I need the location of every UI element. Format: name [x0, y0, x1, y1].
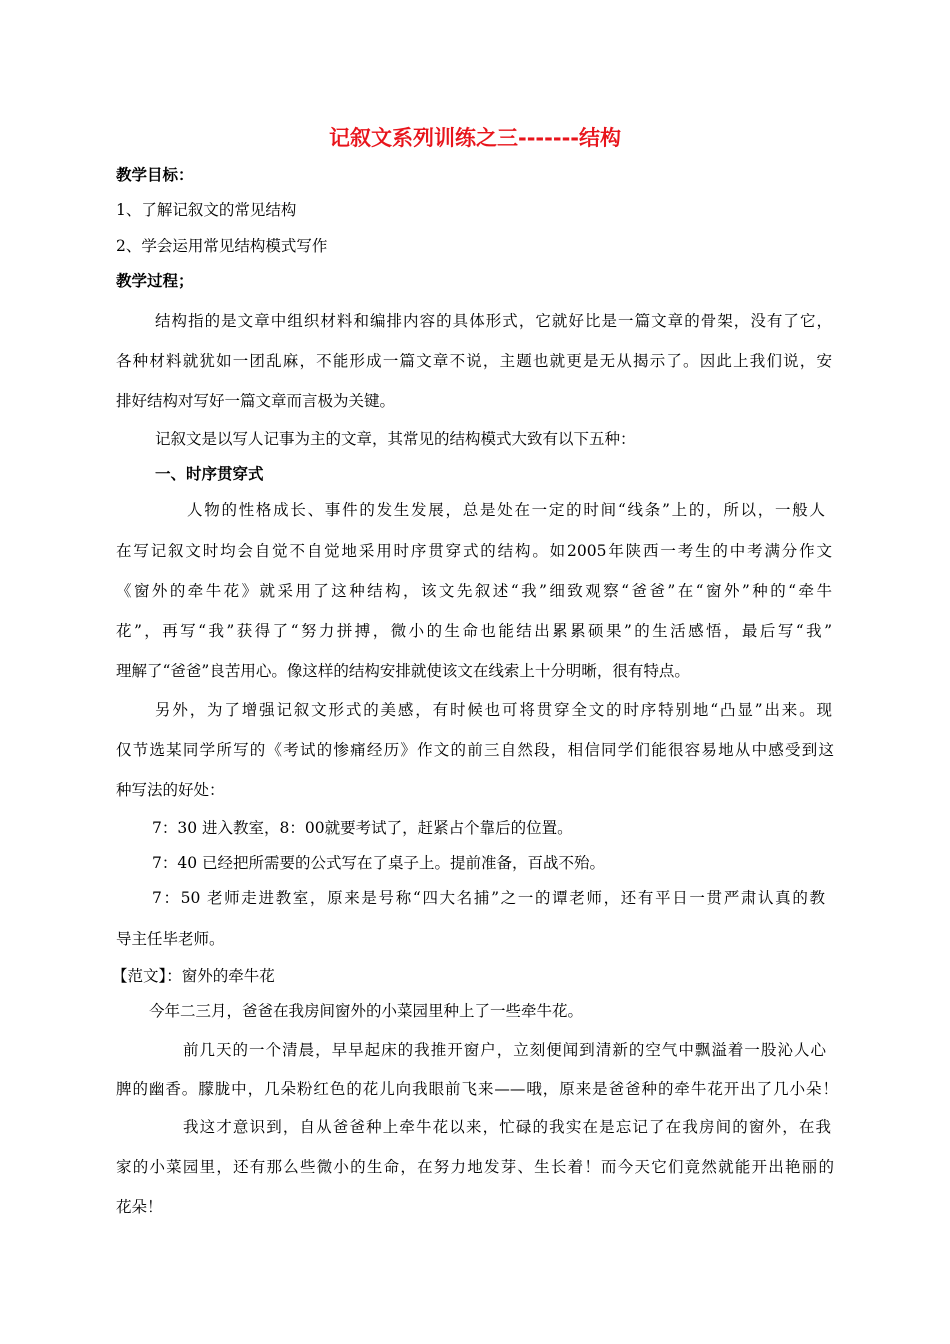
time-line: 7：30 进入教室，8：00就要考试了，赶紧占个靠后的位置。 — [152, 819, 573, 837]
sample-line: 花朵！ — [116, 1198, 163, 1216]
document-title: 记叙文系列训练之三-------结构 — [328, 126, 621, 150]
objective-item: 2、学会运用常见结构模式写作 — [116, 237, 328, 255]
section-line: 花”，再写“我”获得了“努力拼搏，微小的生命也能结出累累硕果”的生活感悟，最后写“我” — [116, 622, 832, 640]
process-heading: 教学过程； — [116, 272, 194, 290]
intro-line: 排好结构对写好一篇文章而言极为关键。 — [116, 392, 396, 410]
intro-line: 各种材料就犹如一团乱麻，不能形成一篇文章不说，主题也就更是无从揭示了。因此上我们说，安 — [116, 352, 832, 370]
sample-line: 前几天的一个清晨，早早起床的我推开窗户，立刻便闻到清新的空气中飘溢着一股沁人心 — [183, 1041, 826, 1059]
time-line: 7：40 已经把所需要的公式写在了桌子上。提前准备，百战不殆。 — [152, 854, 606, 872]
time-line: 7：50 老师走进教室，原来是号称“四大名捕”之一的谭老师，还有平日一贯严肃认真的教 — [152, 889, 825, 907]
section-line: 《窗外的牵牛花》就采用了这种结构，该文先叙述“我”细致观察“爸爸”在“窗外”种的“牵牛 — [116, 582, 832, 600]
sample-heading: 【范文】：窗外的牵牛花 — [112, 967, 275, 985]
section-line: 在写记叙文时均会自觉不自觉地采用时序贯穿式的结构。如2005年陕西一考生的中考满分作文 — [116, 542, 832, 560]
section-line: 理解了“爸爸”良苦用心。像这样的结构安排就使该文在线索上十分明晰，很有特点。 — [116, 662, 690, 680]
sample-line: 家的小菜园里，还有那么些微小的生命，在努力地发芽、生长着！而今天它们竟然就能开出艳丽的 — [116, 1158, 834, 1176]
extra-line: 另外，为了增强记叙文形式的美感，有时候也可将贯穿全文的时序特别地“凸显”出来。现 — [155, 701, 832, 719]
section-heading: 一、时序贯穿式 — [155, 465, 264, 483]
section-line: 人物的性格成长、事件的发生发展，总是处在一定的时间“线条”上的，所以，一般人 — [187, 501, 825, 519]
sample-line: 脾的幽香。朦胧中，几朵粉红色的花儿向我眼前飞来——哦，原来是爸爸种的牵牛花开出了几小朵！ — [116, 1080, 838, 1098]
extra-line: 仅节选某同学所写的《考试的惨痛经历》作文的前三自然段，相信同学们能很容易地从中感受到这 — [116, 741, 834, 759]
intro-line: 结构指的是文章中组织材料和编排内容的具体形式，它就好比是一篇文章的骨架，没有了它， — [155, 312, 832, 330]
sample-line: 我这才意识到，自从爸爸种上牵牛花以来，忙碌的我实在是忘记了在我房间的窗外，在我 — [183, 1118, 831, 1136]
extra-line: 种写法的好处： — [116, 781, 225, 799]
objectives-heading: 教学目标： — [116, 166, 194, 184]
modes-line: 记叙文是以写人记事为主的文章，其常见的结构模式大致有以下五种： — [155, 430, 636, 448]
sample-line: 今年二三月，爸爸在我房间窗外的小菜园里种上了一些牵牛花。 — [149, 1002, 584, 1020]
time-line: 导主任毕老师。 — [116, 930, 225, 948]
objective-item: 1、了解记叙文的常见结构 — [116, 201, 297, 219]
